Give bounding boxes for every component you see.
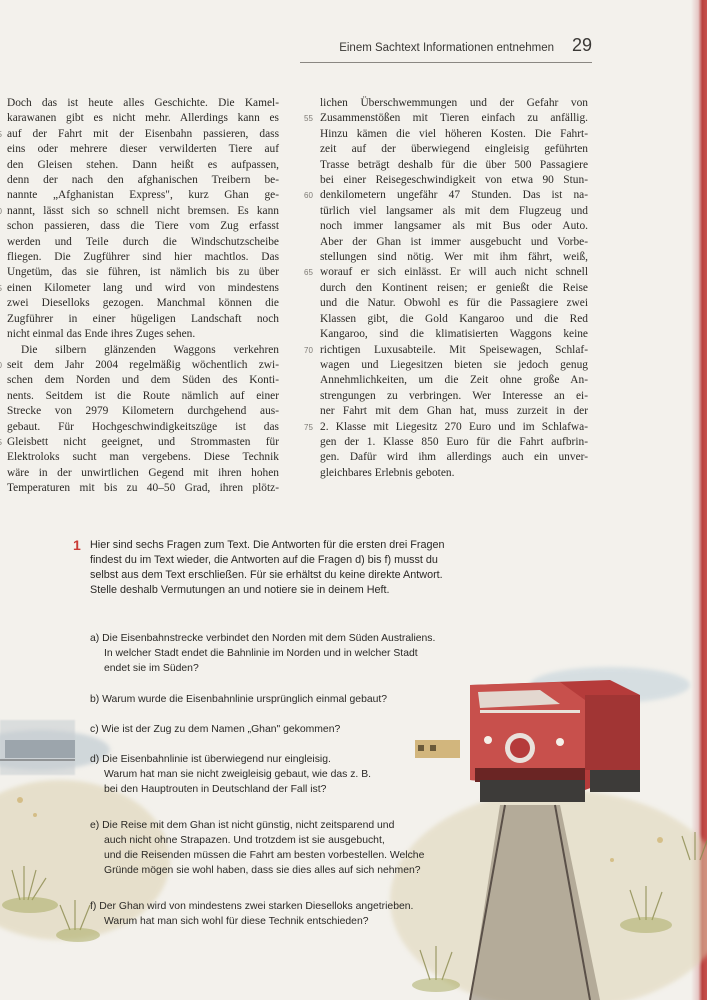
text-line: nents. Seitdem ist die Route nämlich auf einer	[7, 389, 279, 402]
question-f	[90, 899, 470, 929]
line-number	[0, 435, 2, 450]
task-number: 1	[73, 537, 81, 553]
text-line: und die Natur. Obwohl es für die Passagiere zwei	[320, 297, 588, 310]
line-number: 70	[304, 345, 313, 355]
text-line: karawanen gibt es nicht mehr. Allerdings kann es	[7, 112, 279, 125]
text-line: 2. Klasse mit Liegesitz 270 Euro und im Schlafwa- 75	[320, 420, 588, 435]
line-number: 60	[304, 191, 313, 201]
text-line: Die silbern glänzenden Waggons verkehren	[21, 343, 279, 356]
question-b	[90, 692, 470, 707]
line-number: 75	[304, 422, 313, 432]
question-c	[90, 722, 470, 737]
text-line: lichen Überschwemmungen und der Gefahr von	[320, 97, 588, 109]
line-number: 65	[304, 268, 313, 278]
task-line: Hier sind sechs Fragen zum Text. Die Antworten für die ersten drei Fragen	[90, 539, 445, 551]
line-number: 55	[304, 114, 313, 124]
text-column-left	[7, 96, 279, 497]
text-line: strengungen zu verbringen. Wer Interesse an ei-	[320, 389, 588, 402]
text-line: schon passieren, dass die Tiere vom Zug erfasst	[7, 220, 279, 233]
question-line: und die Reisenden müssen die Fahrt am besten vorbestellen. Welche	[104, 850, 425, 861]
text-line: bei einer Reisegeschwindigkeit von etwa 90 Stun-	[320, 174, 588, 187]
text-line: noch immer langsamer als mit Bus oder Auto.	[320, 220, 588, 233]
text-line: Trasse beträgt deshalb für die über 500 Passagiere	[320, 158, 588, 171]
line-number	[0, 358, 2, 373]
header-title: Einem Sachtext Informationen entnehmen	[339, 42, 554, 54]
line-number	[0, 281, 2, 296]
text-line: stellungen sind nötig. Wer mit ihm fährt, weiß,	[320, 251, 588, 264]
text-line: nicht einmal das Ende ihres Zuges sehen.	[7, 328, 196, 341]
question-line: c) Wie ist der Zug zu dem Namen „Ghan" gekommen?	[90, 724, 341, 735]
task-instructions	[90, 538, 510, 598]
question-line: f) Der Ghan wird von mindestens zwei starken Dieselloks angetrieben.	[90, 901, 414, 912]
question-line: auch nicht ohne Strapazen. Und trotzdem ist sie ausgebucht,	[104, 835, 385, 846]
text-line: Temperaturen mit bis zu 40–50 Grad, ihren plötz-	[7, 482, 279, 495]
text-column-right	[304, 96, 588, 481]
text-line: wagen und Liegesitzen bieten sie jedoch genug	[320, 358, 588, 371]
text-line: fliegen. Die Zugführer sind hier machtlos. Das	[7, 251, 279, 264]
text-line: auf der Fahrt mit der Eisenbahn passieren, dass	[7, 127, 279, 142]
text-line: Gleisbett nicht geeignet, und Strommasten für	[7, 435, 279, 450]
text-line: Elektroloks sucht man vergebens. Diese Technik	[7, 451, 279, 464]
text-line: Hinzu kämen die viel höheren Kosten. Die Fahrt-	[320, 127, 588, 140]
question-line: Warum hat man sich wohl für diese Technik entschieden?	[104, 916, 369, 927]
line-number	[0, 204, 2, 219]
text-line: Zugführer in einer hügeligen Landschaft noch	[7, 312, 279, 325]
question-d	[90, 752, 470, 797]
page-number: 29	[571, 35, 592, 55]
text-line: Klassen gibt, die Gold Kangaroo und die Red	[320, 312, 588, 325]
text-line: nannt, lässt sich so schnell nicht bremsen. Es kann	[7, 204, 279, 219]
question-line: Gründe mögen sie wohl haben, dass sie dies alles auf sich nehmen?	[104, 865, 421, 876]
task-line: Stelle deshalb Vermutungen an und notiere sie in deinem Heft.	[90, 584, 390, 596]
text-line: Kangaroo, sind die klimatisierten Waggons keine	[320, 328, 588, 341]
text-line: den Gleisen stehen. Dann heißt es aufpassen,	[7, 158, 279, 171]
question-a	[90, 631, 470, 676]
text-line: gen. Dafür wird ihm allerdings auch ein unver-	[320, 451, 588, 464]
text-line: ner Fahrt mit dem Ghan hat, muss zurzeit in der	[320, 405, 588, 418]
text-line: worauf er sich einlässt. Er will auch nicht schnell 65	[320, 265, 588, 280]
text-line: zwei Dieselloks gezogen. Manchmal können die	[7, 297, 279, 310]
question-line: bei den Hauptrouten in Deutschland der Fall ist?	[104, 784, 327, 795]
text-line: denkilometern ungefähr 47 Stunden. Das ist na- 60	[320, 188, 588, 203]
text-line: seit dem Jahr 2004 regelmäßig wöchentlich zwi-	[7, 358, 279, 373]
question-line: e) Die Reise mit dem Ghan ist nicht günstig, nicht zeitsparend und	[90, 820, 395, 831]
text-line: schen dem Norden und dem Süden des Konti-	[7, 374, 279, 387]
text-line: wäre in der unwirtlichen Gegend mit ihren hohen	[7, 466, 279, 479]
text-line: werden und Teile durch die Windschutzscheibe	[7, 235, 279, 248]
text-line: Zusammenstößen mit Tieren einfach zu anfällig. 55	[320, 111, 588, 126]
text-line: Strecke von 2979 Kilometern durchgehend aus-	[7, 405, 279, 418]
text-line: Annehmlichkeiten, um die Zeit ohne große An-	[320, 374, 588, 387]
question-line: a) Die Eisenbahnstrecke verbindet den Norden mit dem Süden Australiens.	[90, 633, 436, 644]
question-e	[90, 818, 470, 878]
text-line: gebaut. Für Hochgeschwindigkeitszüge ist das	[7, 420, 279, 433]
text-line: durch den Kontinent reisen; er genießt die Reise	[320, 281, 588, 294]
task-line: selbst aus dem Text erschließen. Für sie erhältst du keine direkte Antwort.	[90, 569, 443, 581]
text-line: türlich viel langsamer als mit dem Flugzeug und	[320, 204, 588, 217]
text-line: gen der 1. Klasse 850 Euro für die Fahrt aufbrin-	[320, 435, 588, 448]
text-line: Ungetüm, das sie führen, ist nämlich bis zu über	[7, 266, 279, 279]
text-line: gleichbares Erlebnis geboten.	[320, 466, 455, 479]
text-line: Aber der Ghan ist immer ausgebucht und Vorbe-	[320, 235, 588, 248]
question-line: Warum hat man sie nicht zweigleisig gebaut, wie das z. B.	[104, 769, 372, 780]
running-header	[300, 34, 592, 63]
text-line: nannte „Afghanistan Express", kurz Ghan ge-	[7, 189, 279, 202]
text-line: zeit auf der überwiegend eingleisig geführten	[320, 143, 588, 156]
task-line: findest du im Text wieder, die Antworten auf die Fragen d) bis f) musst du	[90, 554, 438, 566]
question-line: d) Die Eisenbahnlinie ist überwiegend nur eingleisig.	[90, 754, 331, 765]
question-line: In welcher Stadt endet die Bahnlinie im Norden und in welcher Stadt	[104, 648, 418, 659]
text-line: denn der nach den afghanischen Treibern be-	[7, 174, 279, 187]
question-line: endet sie im Süden?	[104, 663, 199, 674]
text-line: einen Kilometer lang und wird von mindestens	[7, 281, 279, 296]
text-line: richtigen Luxusabteile. Mit Speisewagen, Schlaf- 70	[320, 343, 588, 358]
text-line: eins oder mehrere dieser verwilderten Tiere auf	[7, 143, 279, 156]
question-line: b) Warum wurde die Eisenbahnlinie ursprünglich einmal gebaut?	[90, 694, 388, 705]
text-line: Doch das ist heute alles Geschichte. Die Kamel-	[7, 97, 279, 109]
line-number	[0, 127, 2, 142]
